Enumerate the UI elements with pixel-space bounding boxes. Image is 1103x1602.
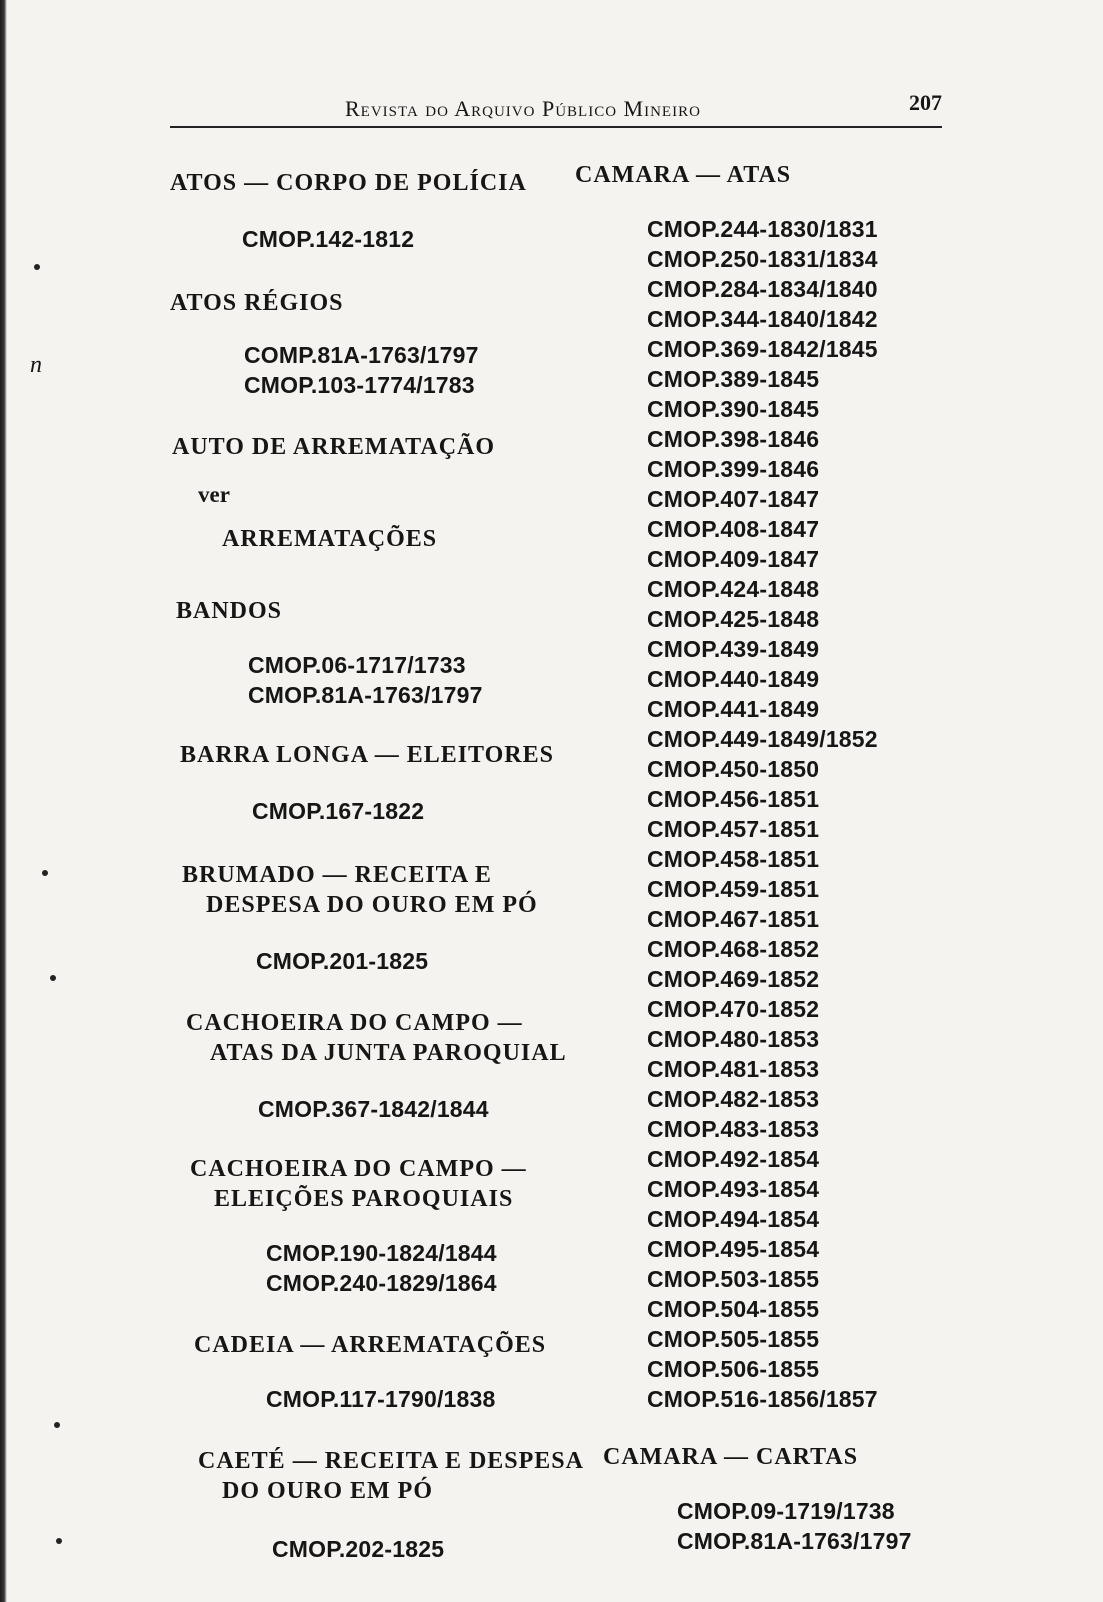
page-number: 207 [909,90,942,115]
entry-heading: BANDOS [176,598,283,624]
entry-reference: CMOP.456-1851 [647,786,820,812]
entry-reference: CMOP.469-1852 [647,966,820,992]
margin-speck [54,1422,60,1428]
entry-heading: BRUMADO — RECEITA E [182,862,492,888]
entry-heading-continuation: ATAS DA JUNTA PAROQUIAL [210,1040,567,1066]
entry-reference: CMOP.09-1719/1738 [677,1498,895,1524]
entry-reference: CMOP.398-1846 [647,426,820,452]
index-entry [176,596,483,710]
entry-reference: CMOP.470-1852 [647,996,820,1022]
entry-heading-continuation: DO OURO EM PÓ [222,1478,433,1504]
entry-heading: CADEIA — ARREMATAÇÕES [194,1332,547,1358]
entry-reference: CMOP.167-1822 [252,798,425,824]
journal-title: Revista do Arquivo Público Mineiro [345,96,701,121]
entry-reference: CMOP.494-1854 [647,1206,820,1232]
entry-reference: CMOP.480-1853 [647,1026,820,1052]
index-entry [182,860,538,976]
entry-reference: CMOP.440-1849 [647,666,820,692]
index-entry [190,1154,527,1298]
entry-heading: CAMARA — ATAS [575,162,792,188]
entry-reference: CMOP.190-1824/1844 [266,1240,497,1266]
margin-speck [42,870,48,876]
entry-reference: CMOP.284-1834/1840 [647,276,878,302]
margin-speck [56,1538,62,1544]
entry-reference: CMOP.389-1845 [647,366,820,392]
entry-reference: CMOP.425-1848 [647,606,820,632]
entry-reference: CMOP.457-1851 [647,816,820,842]
index-entry [170,288,479,400]
entry-reference: CMOP.483-1853 [647,1116,820,1142]
entry-heading-continuation: DESPESA DO OURO EM PÓ [206,892,538,918]
entry-heading: BARRA LONGA — ELEITORES [180,742,554,768]
entry-reference: CMOP.367-1842/1844 [258,1096,489,1122]
reference-list [647,214,878,1414]
margin-speck [34,264,40,270]
entry-reference: CMOP.467-1851 [647,906,820,932]
entry-reference: CMOP.505-1855 [647,1326,820,1352]
entry-reference: COMP.81A-1763/1797 [244,342,479,368]
running-header [170,88,960,128]
entry-reference: CMOP.424-1848 [647,576,820,602]
see-also-target: ARREMATAÇÕES [222,526,438,552]
entry-reference: CMOP.117-1790/1838 [266,1386,496,1412]
entry-heading: ATOS — CORPO DE POLÍCIA [170,170,527,196]
entry-reference: CMOP.240-1829/1864 [266,1270,497,1296]
margin-speck [50,975,56,981]
entry-reference: CMOP.495-1854 [647,1236,820,1262]
entry-heading: CACHOEIRA DO CAMPO — [190,1156,527,1182]
entry-reference: CMOP.390-1845 [647,396,820,422]
entry-heading: CACHOEIRA DO CAMPO — [186,1010,523,1036]
entry-reference: CMOP.81A-1763/1797 [677,1528,912,1554]
index-entry [172,432,495,554]
entry-reference: CMOP.482-1853 [647,1086,820,1112]
index-entry [180,740,554,826]
header-rule [170,126,942,128]
page-binding-edge [0,0,7,1602]
entry-heading: CAETÉ — RECEITA E DESPESA [198,1448,584,1474]
entry-reference: CMOP.450-1850 [647,756,820,782]
index-entry [170,168,527,254]
entry-reference: CMOP.468-1852 [647,936,820,962]
entry-reference: CMOP.344-1840/1842 [647,306,878,332]
entry-reference: CMOP.458-1851 [647,846,820,872]
index-entry [603,1442,912,1556]
see-also-label: ver [198,482,230,507]
entry-reference: CMOP.201-1825 [256,948,429,974]
index-entry [194,1330,546,1414]
index-entry [186,1008,567,1124]
entry-reference: CMOP.250-1831/1834 [647,246,878,272]
entry-reference: CMOP.481-1853 [647,1056,820,1082]
entry-reference: CMOP.399-1846 [647,456,820,482]
entry-reference: CMOP.503-1855 [647,1266,820,1292]
entry-heading: ATOS RÉGIOS [170,290,344,316]
entry-reference: CMOP.449-1849/1852 [647,726,878,752]
entry-reference: CMOP.369-1842/1845 [647,336,878,362]
entry-heading: CAMARA — CARTAS [603,1444,859,1470]
entry-reference: CMOP.409-1847 [647,546,820,572]
entry-reference: CMOP.103-1774/1783 [244,372,475,398]
entry-reference: CMOP.441-1849 [647,696,820,722]
margin-handwritten-mark: n [30,352,42,378]
entry-reference: CMOP.81A-1763/1797 [248,682,483,708]
entry-reference: CMOP.06-1717/1733 [248,652,466,678]
entry-reference: CMOP.142-1812 [242,226,415,252]
entry-reference: CMOP.439-1849 [647,636,820,662]
entry-reference: CMOP.493-1854 [647,1176,820,1202]
entry-reference: CMOP.408-1847 [647,516,820,542]
entry-reference: CMOP.459-1851 [647,876,820,902]
entry-reference: CMOP.202-1825 [272,1536,445,1562]
entry-reference: CMOP.244-1830/1831 [647,216,878,242]
entry-reference: CMOP.506-1855 [647,1356,820,1382]
entry-reference: CMOP.504-1855 [647,1296,820,1322]
entry-heading-continuation: ELEIÇÕES PAROQUIAIS [214,1186,514,1212]
entry-reference: CMOP.407-1847 [647,486,820,512]
index-entry [575,160,878,1414]
index-entry [198,1446,584,1564]
entry-heading: AUTO DE ARREMATAÇÃO [172,434,496,460]
entry-reference: CMOP.492-1854 [647,1146,820,1172]
entry-reference: CMOP.516-1856/1857 [647,1386,878,1412]
